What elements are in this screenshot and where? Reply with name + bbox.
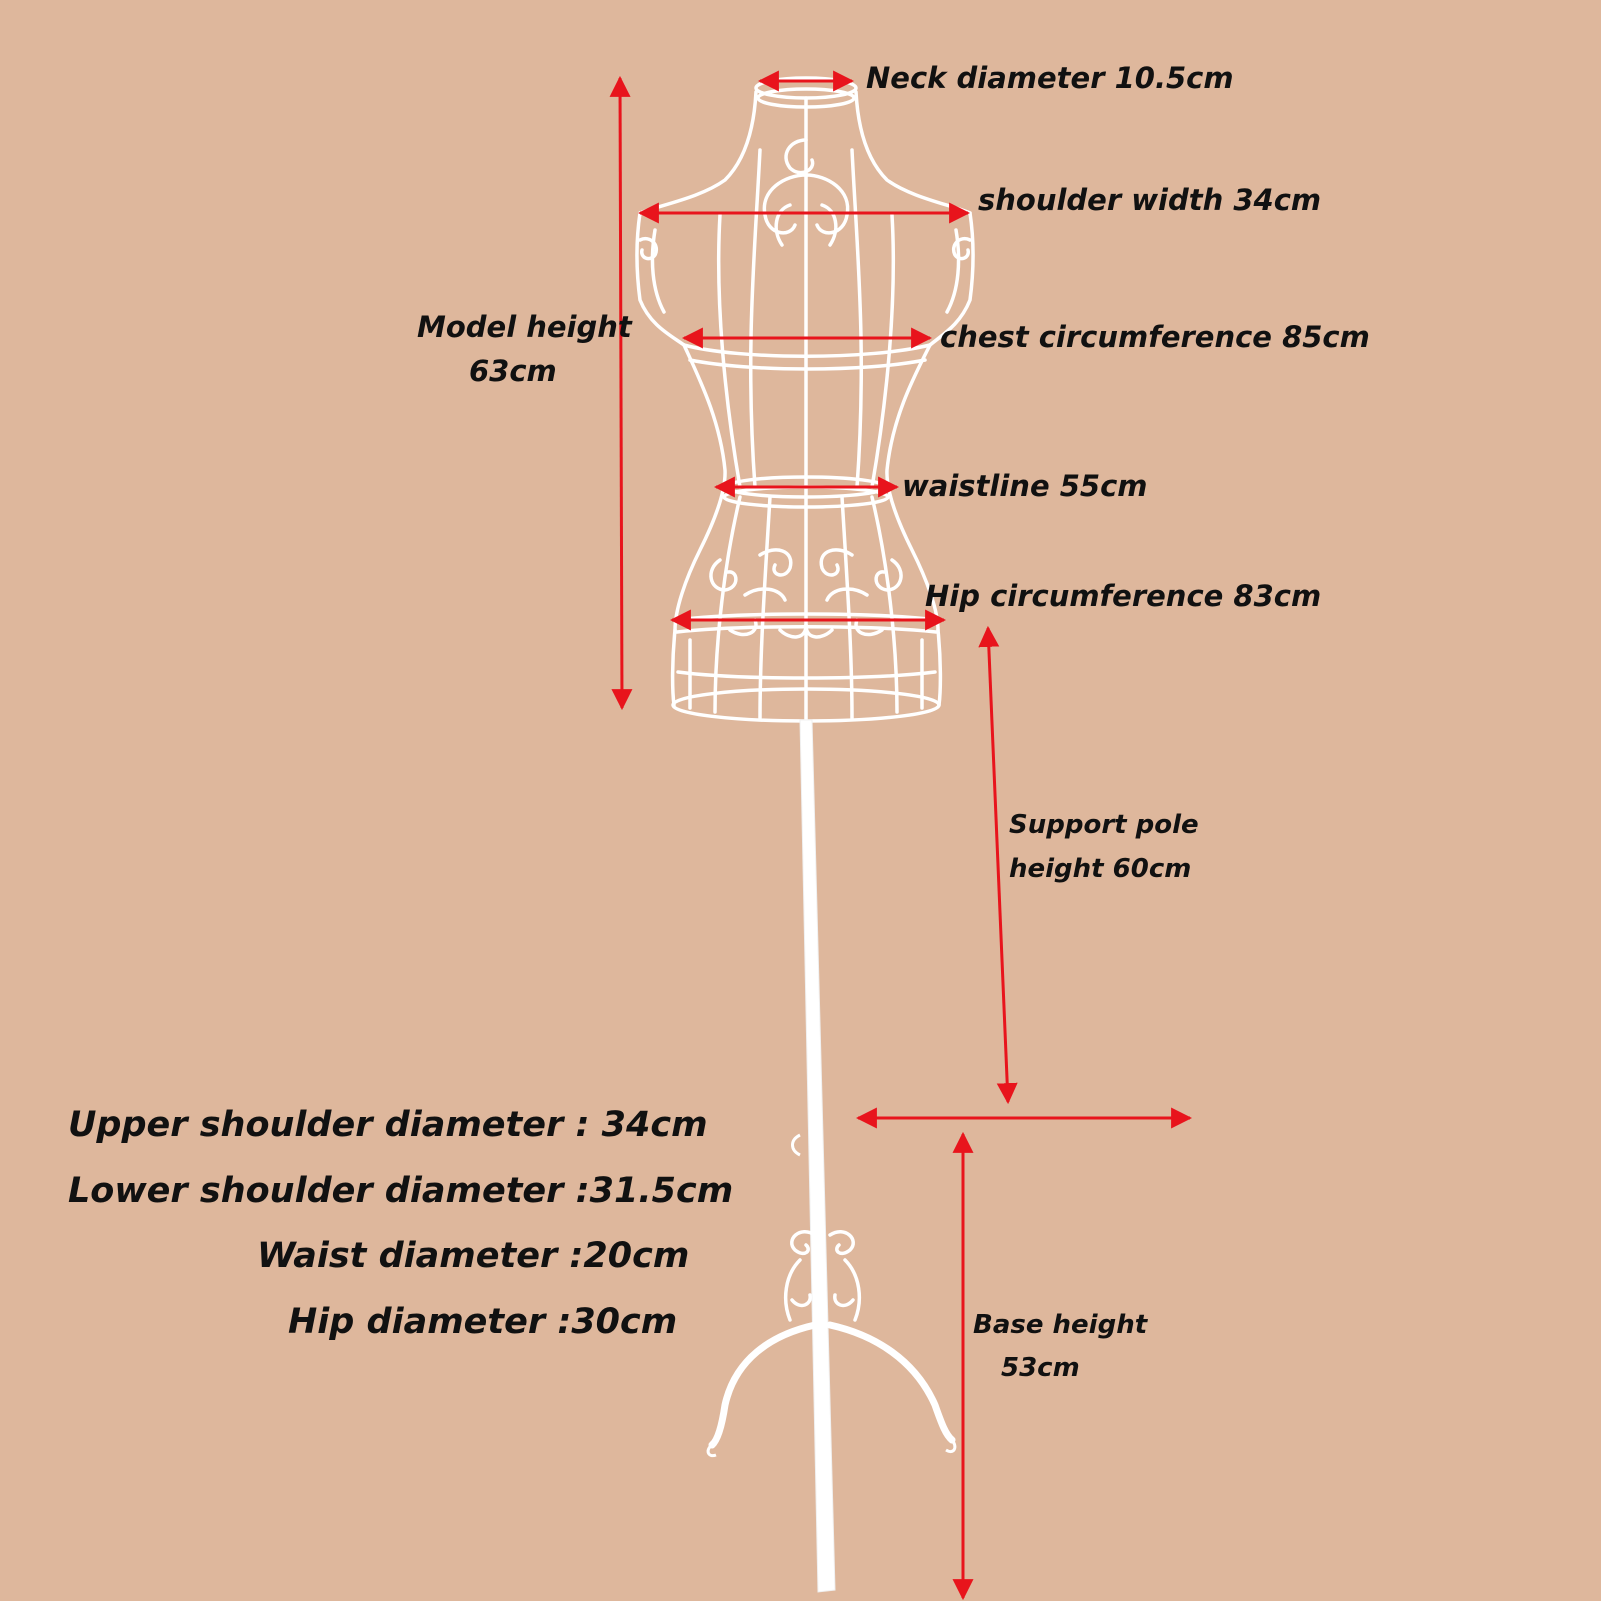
chest-label: chest circumference 85cm bbox=[940, 320, 1370, 354]
support-pole-label-line1: Support pole bbox=[1009, 810, 1199, 840]
pole-clamp bbox=[793, 1135, 801, 1155]
spec-hip: Hip diameter :30cm bbox=[288, 1302, 678, 1342]
spec-waist: Waist diameter :20cm bbox=[257, 1236, 690, 1276]
spec-upper-shoulder: Upper shoulder diameter : 34cm bbox=[68, 1105, 708, 1145]
spec-lower-shoulder: Lower shoulder diameter :31.5cm bbox=[68, 1171, 734, 1211]
model-height-label-line2: 63cm bbox=[469, 354, 557, 388]
support-pole-label-line2: height 60cm bbox=[1009, 854, 1192, 884]
hip-label: Hip circumference 83cm bbox=[925, 579, 1322, 613]
waist-label: waistline 55cm bbox=[902, 469, 1148, 503]
shoulder-label: shoulder width 34cm bbox=[978, 183, 1322, 217]
model-height-label-line1: Model height bbox=[417, 310, 632, 344]
mannequin-frame bbox=[637, 78, 973, 721]
tripod-legs bbox=[712, 1325, 952, 1445]
base-height-label-line2: 53cm bbox=[1001, 1353, 1080, 1383]
support-pole bbox=[800, 720, 835, 1592]
neck-label: Neck diameter 10.5cm bbox=[866, 61, 1234, 95]
base-height-label-line1: Base height bbox=[973, 1310, 1148, 1340]
support-pole-arrow bbox=[988, 628, 1008, 1102]
model-height-arrow bbox=[620, 78, 622, 708]
